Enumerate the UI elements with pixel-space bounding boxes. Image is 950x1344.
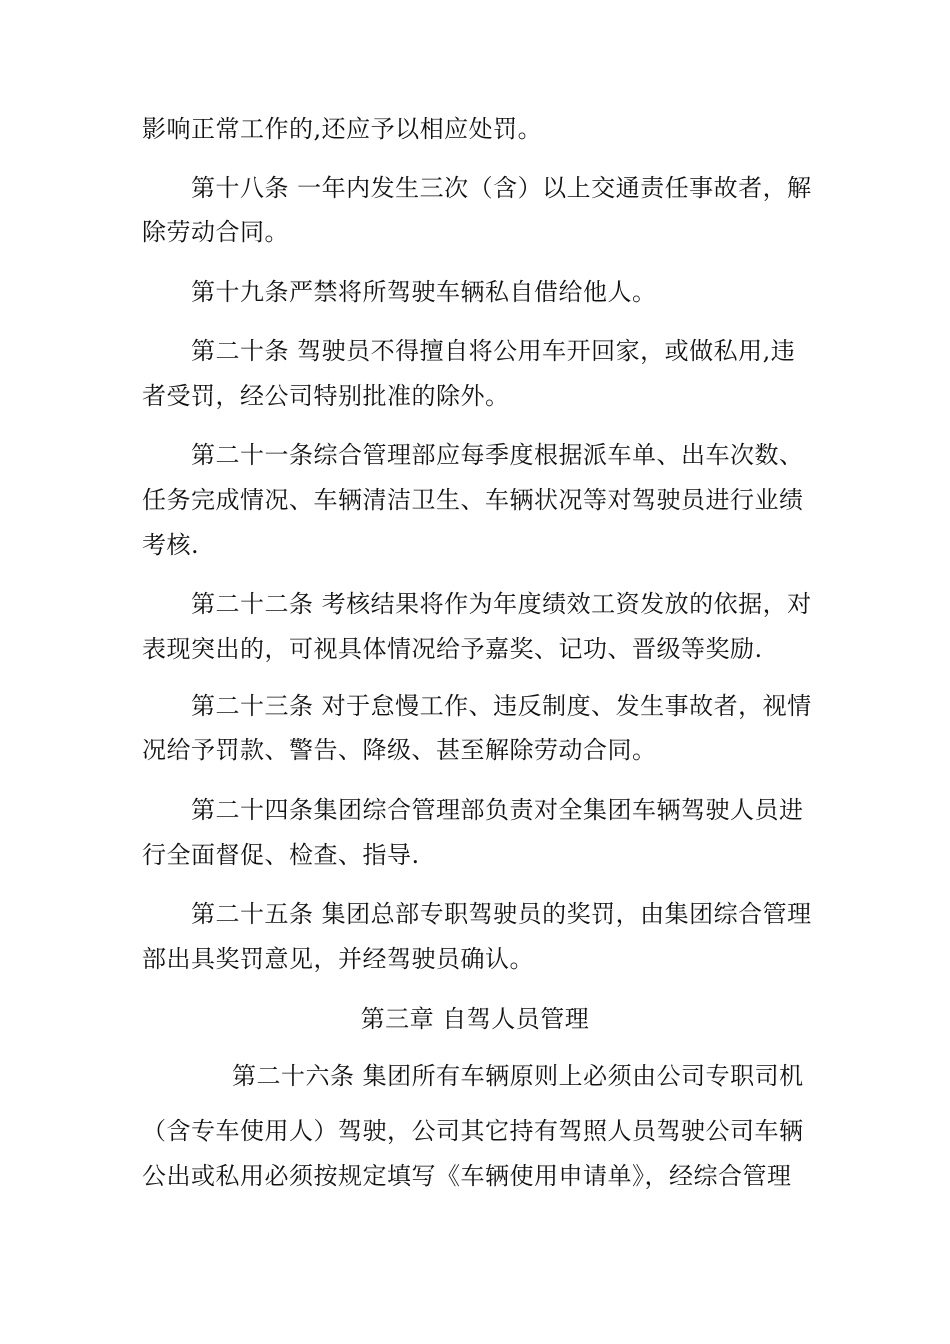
article-23-line-1: 第二十三条 对于怠慢工作、违反制度、发生事故者，视情 <box>191 692 812 720</box>
text-line: 影响正常工作的,还应予以相应处罚。 <box>142 115 543 143</box>
article-24-line-1: 第二十四条集团综合管理部负责对全集团车辆驾驶人员进 <box>191 796 804 824</box>
chapter-heading: 第三章 自驾人员管理 <box>360 1005 590 1033</box>
article-23-line-2: 况给予罚款、警告、降级、甚至解除劳动合同。 <box>142 736 657 764</box>
article-20-line-2: 者受罚，经公司特别批准的除外。 <box>142 382 510 410</box>
article-25-line-1: 第二十五条 集团总部专职驾驶员的奖罚，由集团综合管理 <box>191 900 812 928</box>
article-21-line-1: 第二十一条综合管理部应每季度根据派车单、出车次数、 <box>191 441 804 469</box>
article-22-line-2: 表现突出的，可视具体情况给予嘉奖、记功、晋级等奖励. <box>142 635 763 663</box>
article-26-line-1: 第二十六条 集团所有车辆原则上必须由公司专职司机 <box>232 1062 804 1090</box>
article-21-line-2: 任务完成情况、车辆清洁卫生、车辆状况等对驾驶员进行业绩 <box>142 486 804 514</box>
article-24-line-2: 行全面督促、检查、指导. <box>142 841 420 869</box>
article-19-line-1: 第十九条严禁将所驾驶车辆私自借给他人。 <box>191 278 657 306</box>
article-25-line-2: 部出具奖罚意见，并经驾驶员确认。 <box>142 945 534 973</box>
article-26-line-3: 公出或私用必须按规定填写《车辆使用申请单》，经综合管理 <box>142 1162 792 1190</box>
article-22-line-1: 第二十二条 考核结果将作为年度绩效工资发放的依据，对 <box>191 590 812 618</box>
article-20-line-1: 第二十条 驾驶员不得擅自将公用车开回家，或做私用,违 <box>191 337 796 365</box>
article-26-line-2: （含专车使用人）驾驶，公司其它持有驾照人员驾驶公司车辆 <box>142 1117 804 1145</box>
article-18-line-1: 第十八条 一年内发生三次（含）以上交通责任事故者，解 <box>191 174 812 202</box>
article-18-line-2: 除劳动合同。 <box>142 218 289 246</box>
article-21-line-3: 考核. <box>142 531 200 559</box>
